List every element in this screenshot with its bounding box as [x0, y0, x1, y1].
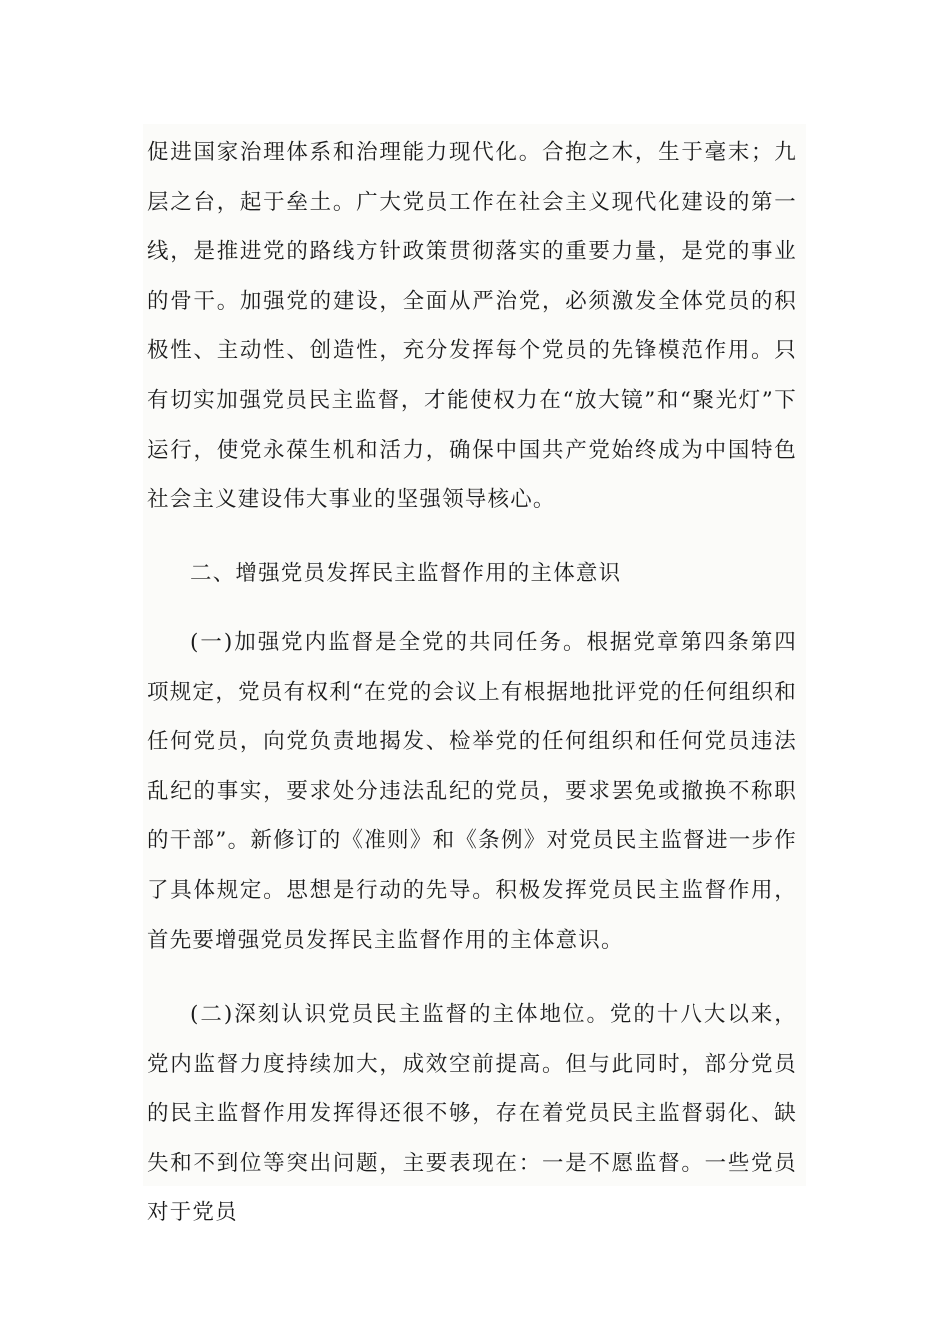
section-heading: 二、增强党员发挥民主监督作用的主体意识	[190, 561, 622, 586]
body-paragraph-3: (二)深刻认识党员民主监督的主体地位。党的十八大以来，党内监督力度持续加大，成效空前提高。但与此同时，部分党员的民主监督作用发挥得还很不够，存在着党员民主监督弱化、缺失和不到位等突出问题，主要表现在：一是不愿监督。一些党员对于党员	[147, 1002, 797, 1226]
body-paragraph-2: (一)加强党内监督是全党的共同任务。根据党章第四条第四项规定，党员有权利“在党的会议上有根据地批评党的任何组织和任何党员，向党负责地揭发、检举党的任何组织和任何党员违法乱纪的事实，要求处分违法乱纪的党员，要求罢免或撤换不称职的干部”。新修订的《准则》和《条例》对党员民主监督进一步作了具体规定。思想是行动的先导。积极发挥党员民主监督作用，首先要增强党员发挥民主监督作用的主体意识。	[147, 630, 797, 953]
body-paragraph-1: 促进国家治理体系和治理能力现代化。合抱之木，生于毫末；九层之台，起于垒土。广大党员工作在社会主义现代化建设的第一线，是推进党的路线方针政策贯彻落实的重要力量，是党的事业的骨干。加强党的建设，全面从严治党，必须激发全体党员的积极性、主动性、创造性，充分发挥每个党员的先锋模范作用。只有切实加强党员民主监督，才能使权力在“放大镜”和“聚光灯”下运行，使党永葆生机和活力，确保中国共产党始终成为中国特色社会主义建设伟大事业的坚强领导核心。	[147, 140, 797, 513]
